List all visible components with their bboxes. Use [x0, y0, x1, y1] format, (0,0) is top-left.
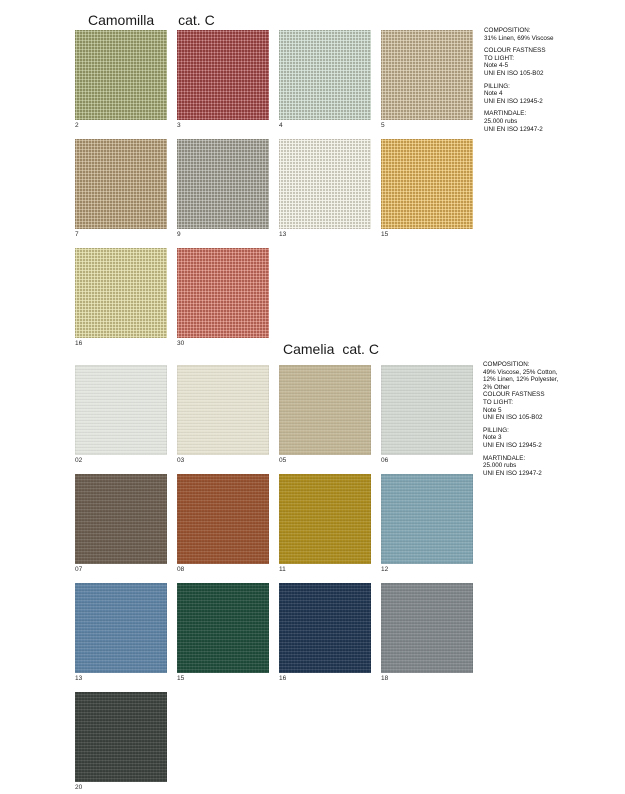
fabric-swatch-camelia-08 [177, 474, 269, 564]
fabric-swatch-camomilla-4 [279, 30, 371, 120]
collection-title-camomilla [88, 12, 215, 28]
collection-title-camelia [283, 341, 379, 357]
fabric-swatch-camomilla-16 [75, 248, 167, 338]
spec-group: MARTINDALE: 25.000 rubs UNI EN ISO 12947-2 [484, 110, 543, 133]
swatch-number: 4 [279, 122, 283, 129]
swatch-number: 13 [279, 231, 287, 238]
swatch-number: 15 [381, 231, 389, 238]
swatch-number: 9 [177, 231, 181, 238]
swatch-number: 18 [381, 675, 389, 682]
swatch-number: 08 [177, 566, 185, 573]
swatch-number: 03 [177, 457, 185, 464]
swatch-cell [75, 30, 167, 130]
fabric-swatch-camomilla-13 [279, 139, 371, 229]
swatch-cell [177, 365, 269, 465]
fabric-swatch-camelia-20 [75, 692, 167, 782]
swatch-number: 16 [75, 340, 83, 347]
spec-text-camelia [483, 361, 623, 482]
fabric-swatch-camomilla-30 [177, 248, 269, 338]
swatch-grid-camomilla [75, 30, 473, 348]
fabric-swatch-camomilla-3 [177, 30, 269, 120]
fabric-swatch-camelia-05 [279, 365, 371, 455]
spec-group: COLOUR FASTNESS TO LIGHT: Note 4-5 UNI EN ISO 105-B02 [484, 47, 546, 77]
swatch-cell [279, 30, 371, 130]
fabric-swatch-camelia-13 [75, 583, 167, 673]
swatch-cell [177, 30, 269, 130]
swatch-number: 5 [381, 122, 385, 129]
swatch-grid-camelia [75, 365, 473, 792]
swatch-cell [177, 139, 269, 239]
swatch-number: 07 [75, 566, 83, 573]
swatch-cell [381, 474, 473, 574]
swatch-number: 15 [177, 675, 185, 682]
fabric-swatch-camelia-12 [381, 474, 473, 564]
fabric-swatch-camelia-03 [177, 365, 269, 455]
swatch-cell [381, 365, 473, 465]
spec-group: COMPOSITION: 49% Viscose, 25% Cotton, 12% Linen, 12% Polyester, 2% Other COLOUR FASTNESS TO LIGHT: Note 5 UNI EN ISO 105-B02 [483, 361, 559, 422]
fabric-swatch-camelia-15 [177, 583, 269, 673]
spec-group: COMPOSITION: 31% Linen, 69% Viscose [484, 27, 554, 42]
swatch-number: 05 [279, 457, 287, 464]
swatch-cell [75, 248, 167, 348]
collection-category: cat. C [178, 12, 215, 28]
spec-group: MARTINDALE: 25.000 rubs UNI EN ISO 12947-2 [483, 454, 542, 477]
swatch-cell [177, 583, 269, 683]
spec-group: PILLING: Note 4 UNI EN ISO 12945-2 [484, 82, 543, 105]
collection-category: cat. C [342, 341, 379, 357]
fabric-swatch-camelia-11 [279, 474, 371, 564]
swatch-cell [75, 583, 167, 683]
fabric-swatch-camelia-07 [75, 474, 167, 564]
swatch-number: 12 [381, 566, 389, 573]
spec-group: PILLING: Note 3 UNI EN ISO 12945-2 [483, 426, 542, 449]
swatch-cell [75, 139, 167, 239]
swatch-number: 20 [75, 784, 83, 791]
swatch-cell [75, 474, 167, 574]
swatch-number: 11 [279, 566, 286, 573]
fabric-swatch-camelia-18 [381, 583, 473, 673]
collection-name: Camomilla [88, 12, 155, 28]
fabric-swatch-camomilla-15 [381, 139, 473, 229]
fabric-swatch-camomilla-2 [75, 30, 167, 120]
swatch-number: 30 [177, 340, 185, 347]
swatch-number: 3 [177, 122, 181, 129]
fabric-swatch-camelia-06 [381, 365, 473, 455]
swatch-cell [75, 692, 167, 792]
collection-name: Camelia [283, 341, 335, 357]
swatch-number: 02 [75, 457, 83, 464]
fabric-swatch-camelia-02 [75, 365, 167, 455]
fabric-swatch-camomilla-7 [75, 139, 167, 229]
swatch-cell [177, 474, 269, 574]
swatch-cell [279, 583, 371, 683]
swatch-cell [279, 474, 371, 574]
swatch-cell [279, 365, 371, 465]
swatch-number: 2 [75, 122, 79, 129]
swatch-cell [381, 139, 473, 239]
swatch-cell [279, 139, 371, 239]
swatch-cell [381, 583, 473, 683]
fabric-swatch-camomilla-5 [381, 30, 473, 120]
swatch-number: 06 [381, 457, 389, 464]
swatch-cell [177, 248, 269, 348]
fabric-swatch-camelia-16 [279, 583, 371, 673]
swatch-cell [75, 365, 167, 465]
swatch-cell [381, 30, 473, 130]
swatch-number: 16 [279, 675, 287, 682]
swatch-number: 13 [75, 675, 83, 682]
fabric-swatch-camomilla-9 [177, 139, 269, 229]
swatch-number: 7 [75, 231, 79, 238]
spec-text-camomilla [484, 27, 624, 138]
